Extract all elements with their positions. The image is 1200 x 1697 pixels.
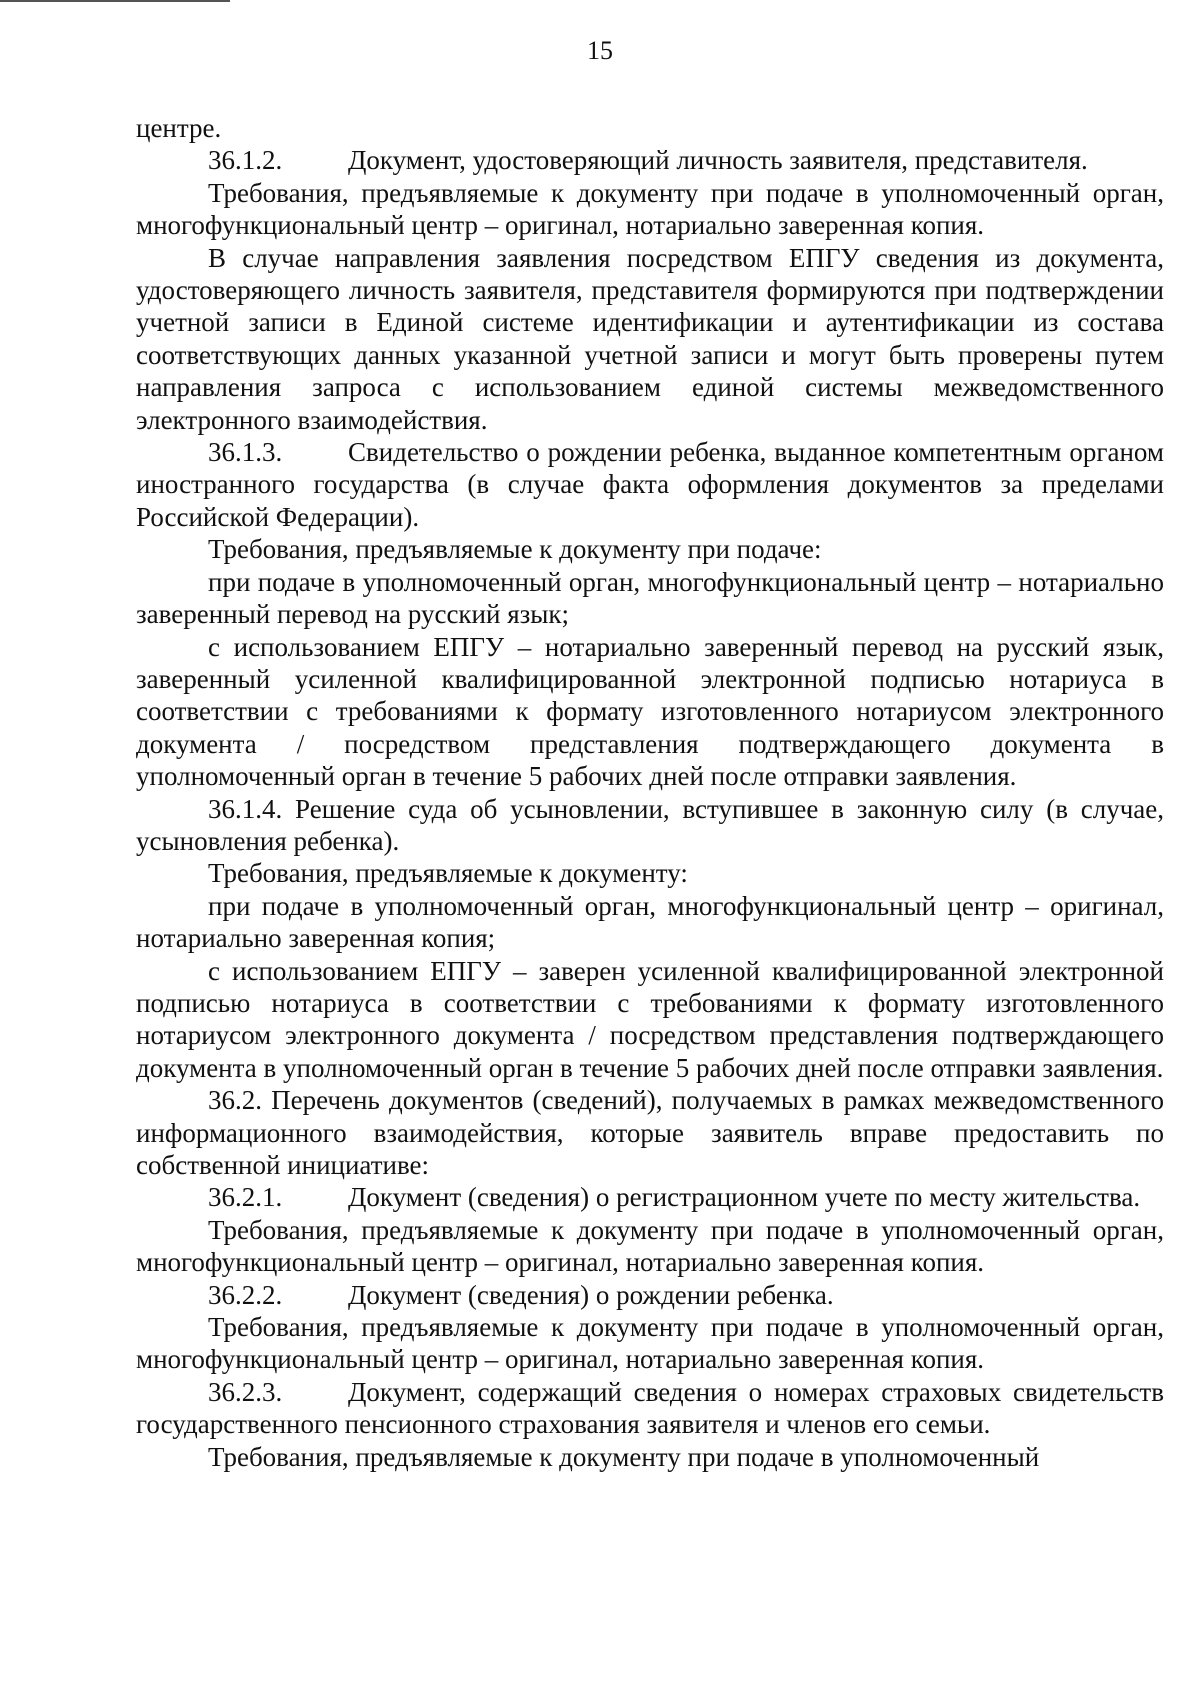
paragraph [136, 1214, 1164, 1279]
clause-number: 36.2.2. [208, 1279, 283, 1310]
paragraph-text: 36.2. Перечень документов (сведений), получаемых в рамках межведомственного информационного взаимодействия, которые заявитель вправе предоставить по собственной инициативе: [136, 1085, 1164, 1180]
paragraph-text: Требования, предъявляемые к документу при подаче в уполномоченный орган, многофункциональный центр – оригинал, нотариально заверенная копия. [136, 1214, 1164, 1278]
paragraph-text: при подаче в уполномоченный орган, многофункциональный центр – нотариально заверенный перевод на русский язык; [136, 566, 1164, 630]
paragraph-text: Требования, предъявляемые к документу при подаче в уполномоченный орган, многофункциональный центр – оригинал, нотариально заверенная копия. [136, 1312, 1164, 1375]
clause-number: 36.2.1. [208, 1182, 283, 1213]
paragraph-text: 36.1.4. Решение суда об усыновлении, вступившее в законную силу (в случае, усыновления ребенка). [136, 793, 1164, 856]
paragraph-text: Документ, содержащий сведения о номерах страховых свидетельств государственного пенсионного страхования заявителя и членов его семьи. [136, 1376, 1164, 1440]
paragraph [136, 857, 1164, 889]
paragraph-text: Требования, предъявляемые к документу при подаче в уполномоченный [208, 1441, 1040, 1472]
clause-number: 36.1.2. [208, 145, 283, 176]
paragraph [136, 533, 1164, 565]
paragraph [136, 177, 1164, 242]
paragraph-text: Свидетельство о рождении ребенка, выданное компетентным органом иностранного государства (в случае факта оформления документов за пределами Российской Федерации). [136, 437, 1164, 532]
document-body [136, 112, 1164, 1473]
paragraph-text: центре. [136, 113, 222, 143]
paragraph [136, 1279, 1164, 1311]
paragraph-text: Требования, предъявляемые к документу: [208, 858, 688, 889]
paragraph [136, 242, 1164, 436]
paragraph-text: с использованием ЕПГУ – нотариально заверенный перевод на русский язык, заверенный усиленной квалифицированной электронной подписью нотариуса в соответствии с требованиями к формату изготовленного нотариусом электронного документа / посредством представления подтверждающего документа в уполномоченный орган в течение 5 рабочих дней после отправки заявления. [136, 631, 1164, 792]
clause-number: 36.2.3. [208, 1376, 283, 1407]
paragraph-text: с использованием ЕПГУ – заверен усиленной квалифицированной электронной подписью нотариуса в соответствии с требованиями к формату изготовленного нотариусом электронного документа / посредством представления подтверждающего документа в уполномоченный орган в течение 5 рабочих дней после отправки заявления. [136, 955, 1164, 1083]
paragraph [136, 1181, 1164, 1213]
paragraph [136, 1441, 1164, 1473]
paragraph [136, 144, 1164, 176]
paragraph [136, 112, 1164, 144]
paragraph-text: Требования, предъявляемые к документу при подаче в уполномоченный орган, многофункциональный центр – оригинал, нотариально заверенная копия. [136, 177, 1164, 241]
paragraph [136, 793, 1164, 858]
paragraph [136, 1376, 1164, 1441]
paragraph [136, 955, 1164, 1085]
paragraph [136, 566, 1164, 631]
paragraph [136, 1084, 1164, 1181]
paragraph-text: Документ (сведения) о рождении ребенка. [348, 1279, 834, 1310]
clause-number: 36.1.3. [208, 437, 283, 468]
scan-edge-line [0, 0, 230, 2]
paragraph [136, 631, 1164, 793]
paragraph-text: В случае направления заявления посредством ЕПГУ сведения из документа, удостоверяющего личность заявителя, представителя формируются при подтверждении учетной записи в Единой системе идентификации и аутентификации из состава соответствующих данных указанной учетной записи и могут быть проверены путем направления запроса с использованием единой системы межведомственного электронного взаимодействия. [136, 242, 1164, 435]
paragraph [136, 436, 1164, 533]
page-number: 15 [587, 36, 613, 65]
paragraph-text: Документ, удостоверяющий личность заявителя, представителя. [348, 145, 1088, 176]
paragraph-text: Требования, предъявляемые к документу при подаче: [208, 534, 822, 565]
paragraph [136, 890, 1164, 955]
paragraph-text: при подаче в уполномоченный орган, многофункциональный центр – оригинал, нотариально заверенная копия; [136, 890, 1164, 954]
paragraph [136, 1311, 1164, 1376]
paragraph-text: Документ (сведения) о регистрационном учете по месту жительства. [348, 1182, 1141, 1213]
